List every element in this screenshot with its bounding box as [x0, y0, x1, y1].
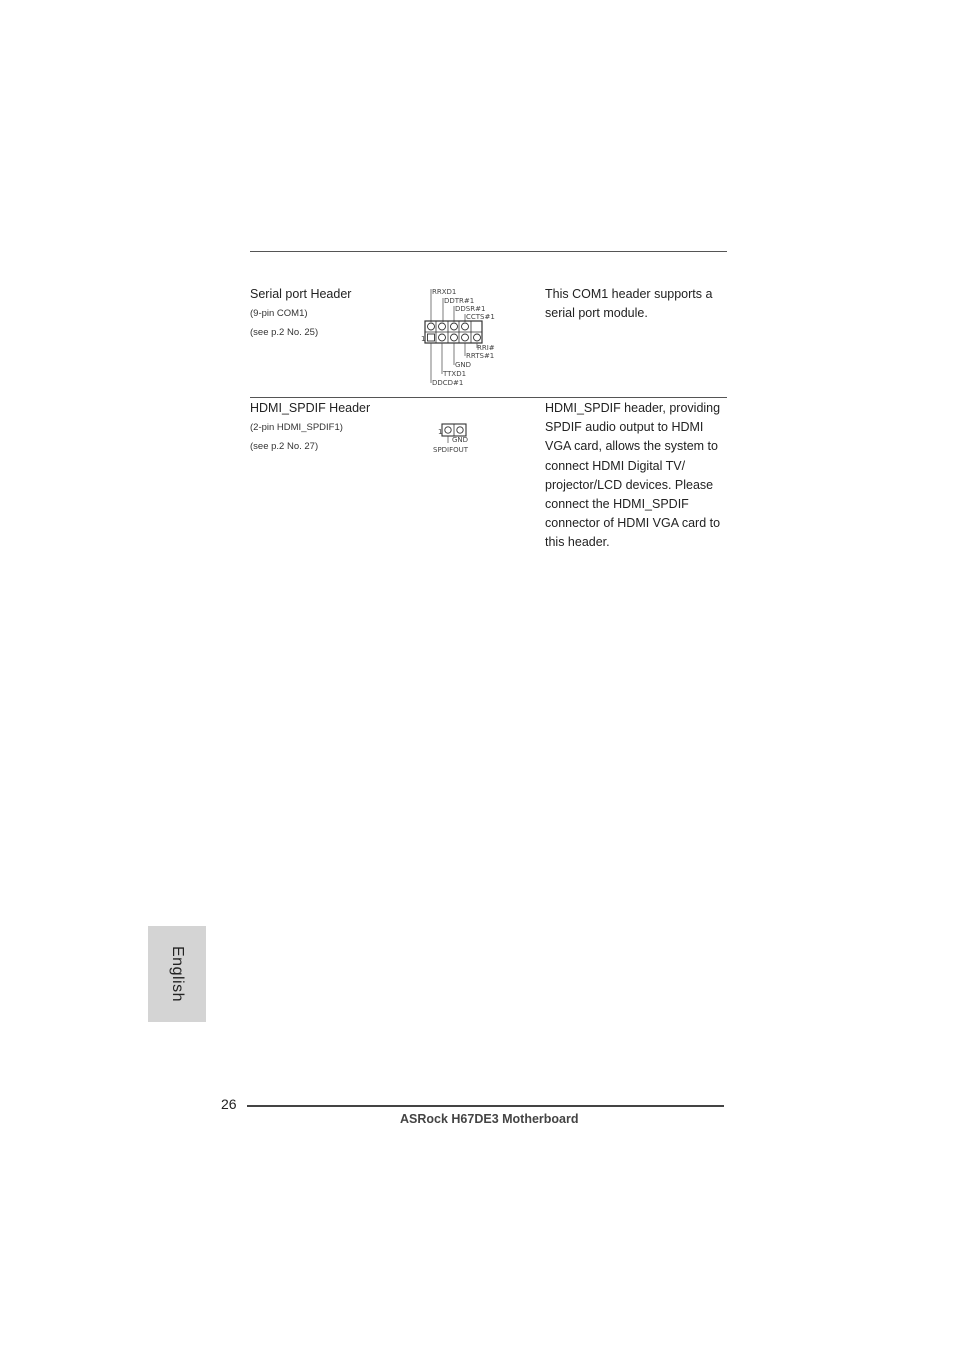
label-pin1: 1: [421, 335, 426, 343]
spdif-pin-diagram: [430, 421, 480, 455]
footer-rule: [247, 1105, 724, 1107]
label-rri: RRI#: [477, 344, 495, 352]
serial-header-title: Serial port Header: [250, 287, 352, 301]
language-side-tab: [148, 926, 206, 1022]
top-rule: [250, 251, 727, 252]
hdmi-spdif-header-ref: (see p.2 No. 27): [250, 441, 319, 452]
label-ccts1: CCTS#1: [466, 313, 495, 321]
label-spdif-pin1: 1: [438, 428, 443, 436]
hdmi-spdif-header-description: HDMI_SPDIF header, providing SPDIF audio output to HDMI VGA card, allows the system to connect HDMI Digital TV/ projector/LCD devices. Please connect the HDMI_SPDIF connector of HDMI VGA card to this header.: [545, 401, 721, 550]
entry-divider: [250, 397, 727, 398]
label-ttxd1: TTXD1: [443, 370, 467, 378]
serial-header-pins: (9-pin COM1): [250, 308, 308, 319]
label-rrxd1: RRXD1: [432, 288, 457, 296]
hdmi-spdif-header-pins: (2-pin HDMI_SPDIF1): [250, 422, 343, 433]
label-rrts1: RRTS#1: [466, 352, 495, 360]
language-label: English: [169, 946, 186, 1002]
com1-pin-diagram: [418, 286, 508, 386]
label-ddtr1: DDTR#1: [444, 297, 475, 305]
label-spdifout: SPDIFOUT: [433, 446, 469, 454]
label-ddsr1: DDSR#1: [455, 305, 486, 313]
label-ddcd1: DDCD#1: [432, 379, 464, 386]
serial-header-description: This COM1 header supports a serial port module.: [545, 287, 713, 321]
label-gnd: GND: [455, 361, 472, 369]
serial-header-ref: (see p.2 No. 25): [250, 327, 319, 338]
label-spdif-gnd: GND: [452, 436, 469, 444]
page-number: 26: [221, 1096, 237, 1112]
footer-product-name: ASRock H67DE3 Motherboard: [400, 1112, 579, 1126]
hdmi-spdif-header-title: HDMI_SPDIF Header: [250, 401, 371, 415]
